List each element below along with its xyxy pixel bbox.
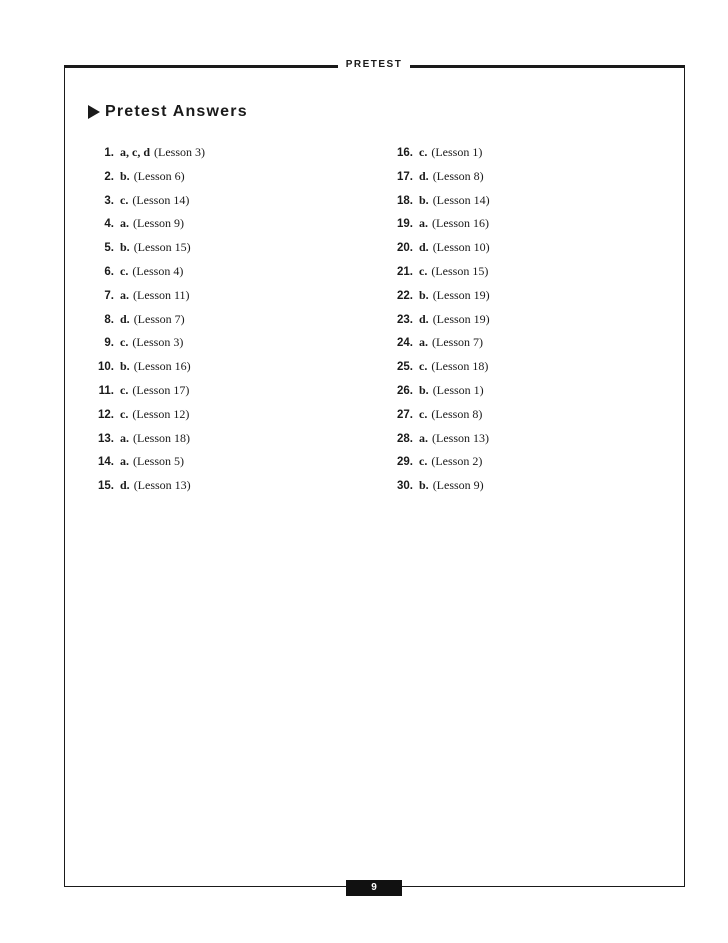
answer-lesson: (Lesson 15) (431, 263, 489, 278)
answer-lesson: (Lesson 17) (132, 382, 190, 397)
running-header: PRETEST (338, 58, 410, 72)
answer-number: 17. (397, 170, 413, 183)
answer-choice: a. (120, 287, 129, 302)
answer-row (90, 312, 205, 336)
answer-number: 20. (397, 242, 413, 255)
answer-choice: a. (419, 430, 428, 445)
triangle-right-icon (88, 105, 100, 119)
answer-choice: d. (419, 168, 429, 183)
answer-number: 30. (397, 480, 413, 493)
answer-lesson: (Lesson 12) (132, 406, 190, 421)
answer-row (388, 312, 490, 336)
answer-lesson: (Lesson 14) (432, 192, 490, 207)
answer-row (388, 454, 490, 478)
answer-number: 13. (98, 432, 114, 445)
answer-number: 21. (397, 265, 413, 278)
answer-lesson: (Lesson 3) (132, 335, 184, 350)
answer-number: 6. (104, 265, 114, 278)
answer-row (90, 216, 205, 240)
answer-number: 1. (104, 147, 114, 159)
answer-choice: c. (120, 263, 129, 278)
answer-choice: d. (120, 478, 130, 493)
answer-choice: a. (419, 335, 428, 350)
answer-choice: a. (419, 216, 428, 231)
answer-choice: c. (120, 406, 129, 421)
page-number: 9 (346, 880, 402, 896)
answer-row (90, 145, 205, 169)
answer-row (90, 335, 205, 359)
answer-choice: d. (419, 311, 429, 326)
answer-row (388, 431, 490, 455)
answer-row (90, 407, 205, 431)
section-title: Pretest Answers (105, 103, 248, 120)
answer-choice: c. (419, 359, 428, 374)
answers-left-column (90, 145, 205, 502)
answers-right-column (388, 145, 490, 502)
answer-number: 28. (397, 432, 413, 445)
answer-number: 23. (397, 313, 413, 326)
section-heading (88, 103, 248, 121)
answer-number: 27. (397, 408, 413, 421)
answer-row (90, 431, 205, 455)
answer-row (388, 240, 490, 264)
answer-choice: b. (120, 240, 130, 255)
answer-choice: b. (419, 478, 429, 493)
answer-choice: a. (120, 216, 129, 231)
answer-row (388, 383, 490, 407)
answer-number: 26. (397, 384, 413, 397)
answer-number: 29. (397, 456, 413, 469)
answer-lesson: (Lesson 5) (133, 454, 184, 469)
answer-row (90, 240, 205, 264)
answer-number: 12. (98, 408, 114, 421)
answer-choice: b. (120, 168, 130, 183)
answer-choice: c. (120, 335, 129, 350)
answer-number: 4. (104, 218, 114, 231)
answer-row (388, 359, 490, 383)
answer-row (90, 383, 205, 407)
answer-lesson: (Lesson 18) (133, 430, 190, 445)
answer-choice: b. (419, 287, 429, 302)
answer-lesson: (Lesson 3) (154, 145, 205, 159)
answer-number: 7. (104, 289, 114, 302)
answer-choice: c. (120, 192, 129, 207)
answer-lesson: (Lesson 15) (133, 240, 191, 255)
answer-lesson: (Lesson 9) (133, 216, 184, 231)
answer-choice: c. (419, 406, 428, 421)
answer-lesson: (Lesson 13) (133, 478, 191, 493)
answer-lesson: (Lesson 19) (432, 311, 490, 326)
answer-lesson: (Lesson 19) (432, 287, 490, 302)
answer-lesson: (Lesson 14) (132, 192, 190, 207)
answer-number: 9. (104, 337, 114, 350)
answer-row (388, 193, 490, 217)
answer-choice: b. (120, 359, 130, 374)
answer-number: 19. (397, 218, 413, 231)
answer-choice: b. (419, 192, 429, 207)
answer-row (90, 454, 205, 478)
answer-row (388, 169, 490, 193)
answer-row (388, 216, 490, 240)
answer-lesson: (Lesson 7) (432, 335, 483, 350)
answer-choice: a. (120, 454, 129, 469)
answer-number: 15. (98, 480, 114, 493)
answer-number: 24. (397, 337, 413, 350)
answer-lesson: (Lesson 7) (133, 311, 185, 326)
answer-row (90, 264, 205, 288)
answer-choice: c. (419, 454, 428, 469)
answer-row (388, 335, 490, 359)
answer-number: 18. (397, 194, 413, 207)
answer-lesson: (Lesson 9) (432, 478, 484, 493)
answer-lesson: (Lesson 18) (431, 359, 489, 374)
answer-lesson: (Lesson 1) (432, 382, 484, 397)
answer-row (90, 288, 205, 312)
answer-row (388, 478, 490, 502)
answer-row (388, 407, 490, 431)
answer-row (388, 288, 490, 312)
answer-choice: c. (120, 382, 129, 397)
answer-lesson: (Lesson 11) (133, 287, 190, 302)
answer-lesson: (Lesson 16) (432, 216, 489, 231)
answer-choice: a, c, d (120, 145, 150, 159)
answer-lesson: (Lesson 8) (432, 168, 484, 183)
answer-lesson: (Lesson 8) (431, 406, 483, 421)
answer-row (90, 193, 205, 217)
answer-choice: d. (120, 311, 130, 326)
answer-row (90, 169, 205, 193)
answer-lesson: (Lesson 6) (133, 168, 185, 183)
answer-lesson: (Lesson 10) (432, 240, 490, 255)
answer-row (90, 478, 205, 502)
answer-number: 14. (98, 456, 114, 469)
answer-lesson: (Lesson 1) (431, 145, 483, 159)
answer-choice: c. (419, 263, 428, 278)
answer-number: 16. (397, 147, 413, 159)
answer-lesson: (Lesson 4) (132, 263, 184, 278)
answer-number: 5. (104, 242, 114, 255)
answer-choice: d. (419, 240, 429, 255)
answer-number: 22. (397, 289, 413, 302)
answer-lesson: (Lesson 16) (133, 359, 191, 374)
answer-row (90, 359, 205, 383)
answer-row (388, 264, 490, 288)
answer-number: 11. (98, 384, 114, 397)
answer-choice: b. (419, 382, 429, 397)
answer-lesson: (Lesson 2) (431, 454, 483, 469)
answer-choice: c. (419, 145, 428, 159)
answer-lesson: (Lesson 13) (432, 430, 489, 445)
answer-number: 8. (104, 313, 114, 326)
answer-number: 25. (397, 361, 413, 374)
answer-number: 10. (98, 361, 114, 374)
answer-number: 2. (104, 170, 114, 183)
answer-row (388, 145, 490, 169)
answer-choice: a. (120, 430, 129, 445)
answer-number: 3. (104, 194, 114, 207)
